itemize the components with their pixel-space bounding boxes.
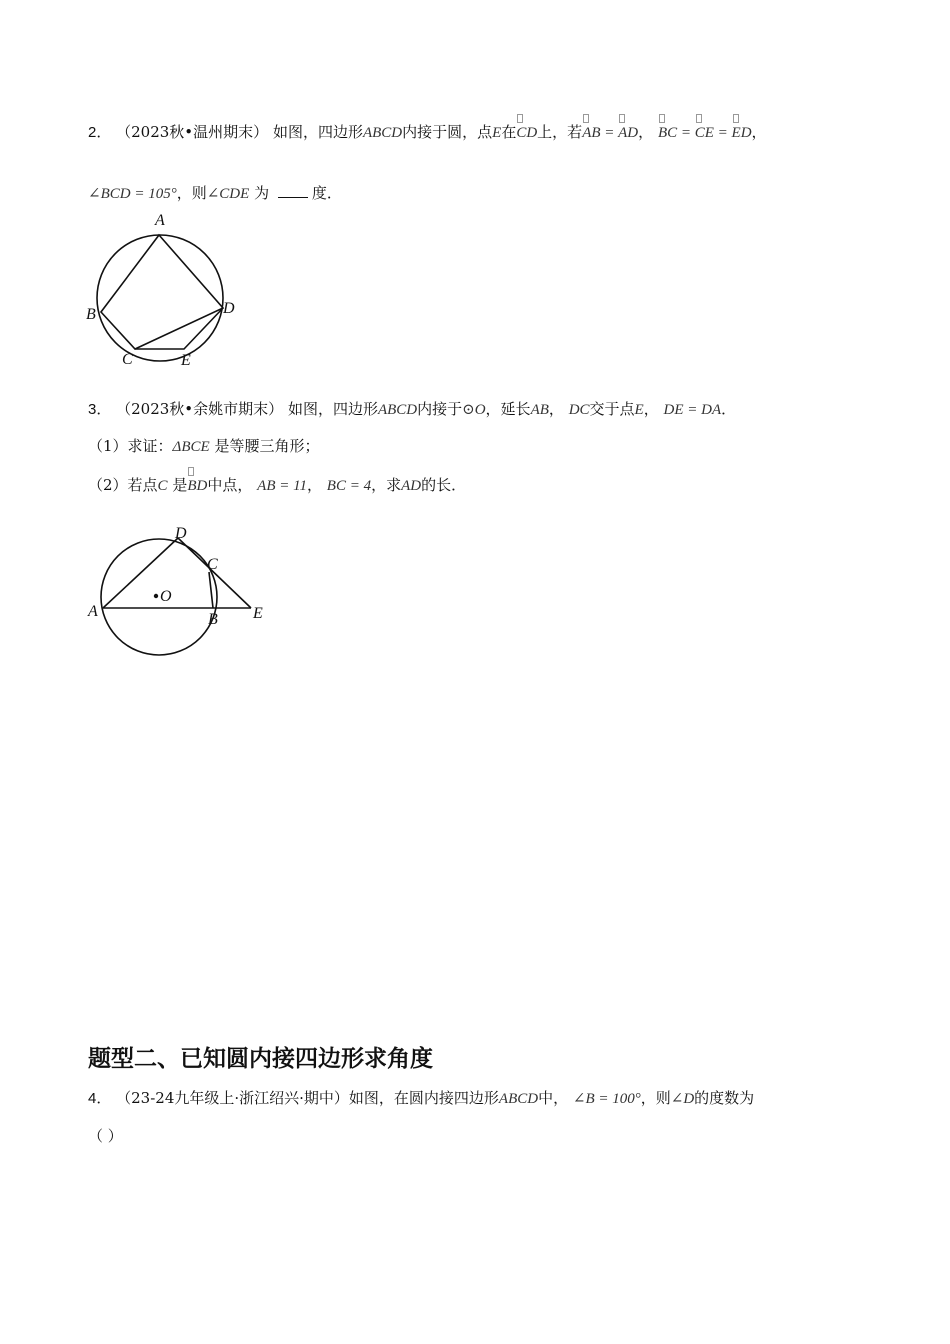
q3-part-1 <box>88 436 319 457</box>
q2-arc-cd: CD <box>516 125 538 141</box>
q2-quad: ABCD <box>362 125 403 141</box>
q2-quadrilateral <box>101 235 223 349</box>
q2-number: 2． <box>88 124 112 141</box>
q3-part-2 <box>88 475 466 496</box>
q3-sep-2: ， <box>643 400 659 418</box>
q3-part2-text-2: 中点， <box>207 476 253 494</box>
q2-angle-ask: ∠CDE <box>206 186 250 202</box>
q3-part2-text-1: 是 <box>172 476 188 494</box>
q4-line-1 <box>88 1088 754 1109</box>
q2-text-2: 内接于圆，点 <box>402 123 493 141</box>
q2-arc-bc: BC <box>657 125 678 141</box>
q3-dc: DC <box>568 402 590 418</box>
q4-source: （23-24九年级上·浙江绍兴·期中） <box>116 1089 349 1107</box>
q4-text-4: 的度数为 <box>694 1089 755 1107</box>
q3-part2-text-3: ，求 <box>371 476 402 494</box>
q2-arc-ce: CE <box>694 125 714 141</box>
q3-label-b: B <box>208 611 218 628</box>
q3-center-dot <box>154 594 158 598</box>
q4-answer-choice[interactable]: （ ） <box>88 1127 123 1145</box>
q3-sep-1: ， <box>548 400 564 418</box>
q4-text-2: 中， <box>538 1089 569 1107</box>
q2-figure <box>82 205 252 375</box>
q3-part2-text-4: 的长． <box>421 476 467 494</box>
section-heading: 题型二、已知圆内接四边形求角度 <box>88 1046 433 1072</box>
q2-label-a: A <box>155 212 165 229</box>
q2-arc-ad: AD <box>618 125 639 141</box>
q4-number: 4． <box>88 1090 112 1107</box>
q2-text-5: ，则 <box>176 184 207 202</box>
q2-point-e: E <box>492 125 502 141</box>
q3-label-a: A <box>88 603 98 620</box>
q3-line-bc <box>209 572 213 608</box>
q3-text-3: ，延长 <box>485 400 531 418</box>
q2-eq-1: = <box>600 125 619 141</box>
q2-text-4: 上，若 <box>537 123 583 141</box>
q3-ab: AB <box>530 402 549 418</box>
q2-label-d: D <box>223 300 235 317</box>
q4-quad: ABCD <box>498 1091 539 1107</box>
q3-label-c: C <box>207 556 218 573</box>
q3-part2-ab: AB = 11 <box>257 478 307 494</box>
q2-circle <box>97 235 223 361</box>
q2-angle-given: ∠BCD = 105° <box>88 186 177 202</box>
q3-label-e: E <box>253 605 263 622</box>
q2-text-3: 在 <box>501 123 517 141</box>
q2-label-e: E <box>181 352 191 369</box>
q3-text-2: 内接于 <box>417 400 463 418</box>
q3-text-1: 如图，四边形 <box>287 400 378 418</box>
q3-label-o: O <box>160 588 172 605</box>
q2-eq-2: = <box>677 125 695 141</box>
answer-blank[interactable] <box>278 183 308 198</box>
q3-quad: ABCD <box>377 402 418 418</box>
q3-end: ． <box>721 400 737 418</box>
q2-source: （2023秋•温州期末） <box>116 123 269 141</box>
q2-eq-3: = <box>713 125 732 141</box>
q2-line-1 <box>88 122 767 143</box>
q2-text-7: 度． <box>311 184 342 202</box>
q3-text-4: 交于点 <box>589 400 635 418</box>
q3-part2-sep: ， <box>307 476 323 494</box>
q2-arc-ab: AB <box>582 125 601 141</box>
q3-line-de <box>178 538 251 608</box>
q3-part2-label: （2）若点 <box>88 476 158 494</box>
q2-text-6: 为 <box>254 184 270 202</box>
q3-line-1 <box>88 399 736 420</box>
q3-source: （2023秋•余姚市期末） <box>116 400 284 418</box>
q3-part1-triangle: ΔBCE <box>172 439 210 455</box>
q2-sep-2: ， <box>751 123 767 141</box>
q4-text-1: 如图，在圆内接四边形 <box>348 1089 499 1107</box>
q3-part2-bc: BC = 4 <box>326 478 372 494</box>
q3-part1-label: （1）求证： <box>88 437 173 455</box>
q3-point-e: E <box>634 402 644 418</box>
q2-text-1: 如图，四边形 <box>272 123 363 141</box>
q3-number: 3． <box>88 401 112 418</box>
q3-condition: DE = DA <box>663 402 722 418</box>
q3-circle-o: ⊙O <box>462 402 486 418</box>
q3-part2-c: C <box>157 478 168 494</box>
q2-label-b: B <box>86 306 96 323</box>
q2-sep-1: ， <box>638 123 654 141</box>
q3-part2-ad: AD <box>401 478 422 494</box>
q4-angle-b: ∠B = 100° <box>572 1091 641 1107</box>
q2-arc-ed: ED <box>731 125 752 141</box>
q3-figure <box>82 520 282 670</box>
q2-label-c: C <box>122 351 133 368</box>
q2-line-2 <box>88 183 342 204</box>
q4-text-3: ，则 <box>640 1089 671 1107</box>
q4-choice-line <box>88 1126 123 1146</box>
q3-label-d: D <box>175 525 187 542</box>
q3-part1-text: 是等腰三角形； <box>214 437 320 455</box>
q4-angle-d: ∠D <box>670 1091 695 1107</box>
q3-part2-arc-bd: BD <box>187 478 208 494</box>
